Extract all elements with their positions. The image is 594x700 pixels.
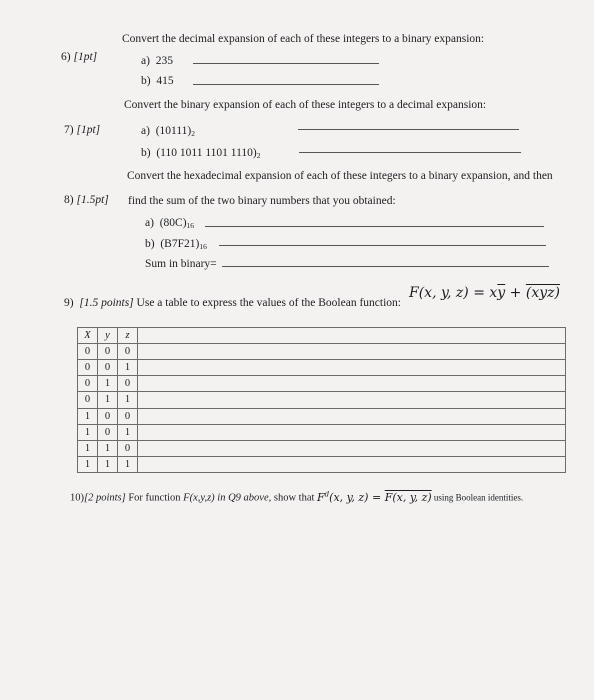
q8-answer-line-a[interactable] <box>205 226 544 227</box>
q6-answer-line-a[interactable] <box>193 63 379 64</box>
cell-x: 1 <box>78 440 98 456</box>
cell-z: 0 <box>118 440 138 456</box>
cell-z: 0 <box>118 408 138 424</box>
q6-item-b: b) 415 <box>141 75 174 87</box>
q7-answer-line-b[interactable] <box>299 152 521 153</box>
empty-cell[interactable] <box>138 392 566 408</box>
q6-prompt: Convert the decimal expansion of each of these integers to a binary expansion: <box>122 33 485 45</box>
header-z: z <box>118 328 138 344</box>
q8-sum-label: Sum in binary= <box>145 258 217 270</box>
table-row <box>78 456 566 472</box>
empty-cell[interactable] <box>138 440 566 456</box>
q8-item-b: b) $(B7F21)_{16}$ <box>145 238 207 251</box>
cell-x: 1 <box>78 424 98 440</box>
cell-y: 1 <box>98 456 118 472</box>
cell-x: 0 <box>78 360 98 376</box>
q9-function: F(x, y, $z) = x\overline{y} + (xyz)$ <box>409 285 560 301</box>
cell-y: 1 <box>98 440 118 456</box>
empty-column[interactable] <box>138 328 566 344</box>
q8-answer-line-b[interactable] <box>219 245 546 246</box>
q9-prompt: 9) [1.5 points] Use a table to express the values of the Boolean function: <box>64 297 401 309</box>
empty-cell[interactable] <box>138 424 566 440</box>
cell-z: 0 <box>118 344 138 360</box>
q7-item-b: b) (110 1011 1101 $1110)_2$ <box>141 147 261 160</box>
cell-z: 1 <box>118 360 138 376</box>
cell-x: 0 <box>78 392 98 408</box>
cell-y: 0 <box>98 408 118 424</box>
q7-number: 7) [1pt] <box>64 124 101 136</box>
cell-y: 0 <box>98 360 118 376</box>
table-row <box>78 440 566 456</box>
q7-item-a: a) $(10111)_2$ <box>141 125 195 138</box>
cell-z: 1 <box>118 392 138 408</box>
empty-cell[interactable] <box>138 360 566 376</box>
q8-sum-answer-line[interactable] <box>222 266 549 267</box>
cell-x: 1 <box>78 408 98 424</box>
cell-z: 1 <box>118 456 138 472</box>
empty-cell[interactable] <box>138 456 566 472</box>
truth-table-header <box>78 328 566 344</box>
cell-y: 0 <box>98 344 118 360</box>
cell-x: 0 <box>78 376 98 392</box>
cell-y: 1 <box>98 376 118 392</box>
q6-answer-line-b[interactable] <box>193 84 379 85</box>
empty-cell[interactable] <box>138 376 566 392</box>
q8-prompt-line1: Convert the hexadecimal expansion of each of these integers to a binary expansion, and then <box>127 170 553 182</box>
cell-y: 0 <box>98 424 118 440</box>
empty-cell[interactable] <box>138 408 566 424</box>
q7-prompt: Convert the binary expansion of each of these integers to a decimal expansion: <box>124 99 487 111</box>
table-row <box>78 424 566 440</box>
cell-z: 1 <box>118 424 138 440</box>
table-row <box>78 344 566 360</box>
q10-prompt: 10)[2 points] For function F(x,y,z) in Q9 above, show that $F^d(x$, y, z) = F(x, y, z) using Boolean identities. <box>70 490 524 504</box>
q6-number: 6) [1pt] <box>61 51 98 63</box>
q8-number: 8) [1.5pt] <box>64 194 109 206</box>
empty-cell[interactable] <box>138 344 566 360</box>
table-row <box>78 360 566 376</box>
q6-item-a: a) 235 <box>141 55 173 67</box>
q7-answer-line-a[interactable] <box>298 129 519 130</box>
header-x: X <box>78 328 98 344</box>
cell-x: 0 <box>78 344 98 360</box>
q8-prompt-line2: find the sum of the two binary numbers that you obtained: <box>128 195 396 207</box>
q8-item-a: a) $(80C)_{16}$ <box>145 217 195 230</box>
cell-x: 1 <box>78 456 98 472</box>
truth-table <box>77 327 566 473</box>
table-row <box>78 376 566 392</box>
table-row <box>78 408 566 424</box>
cell-z: 0 <box>118 376 138 392</box>
header-y: y <box>98 328 118 344</box>
table-row <box>78 392 566 408</box>
cell-y: 1 <box>98 392 118 408</box>
